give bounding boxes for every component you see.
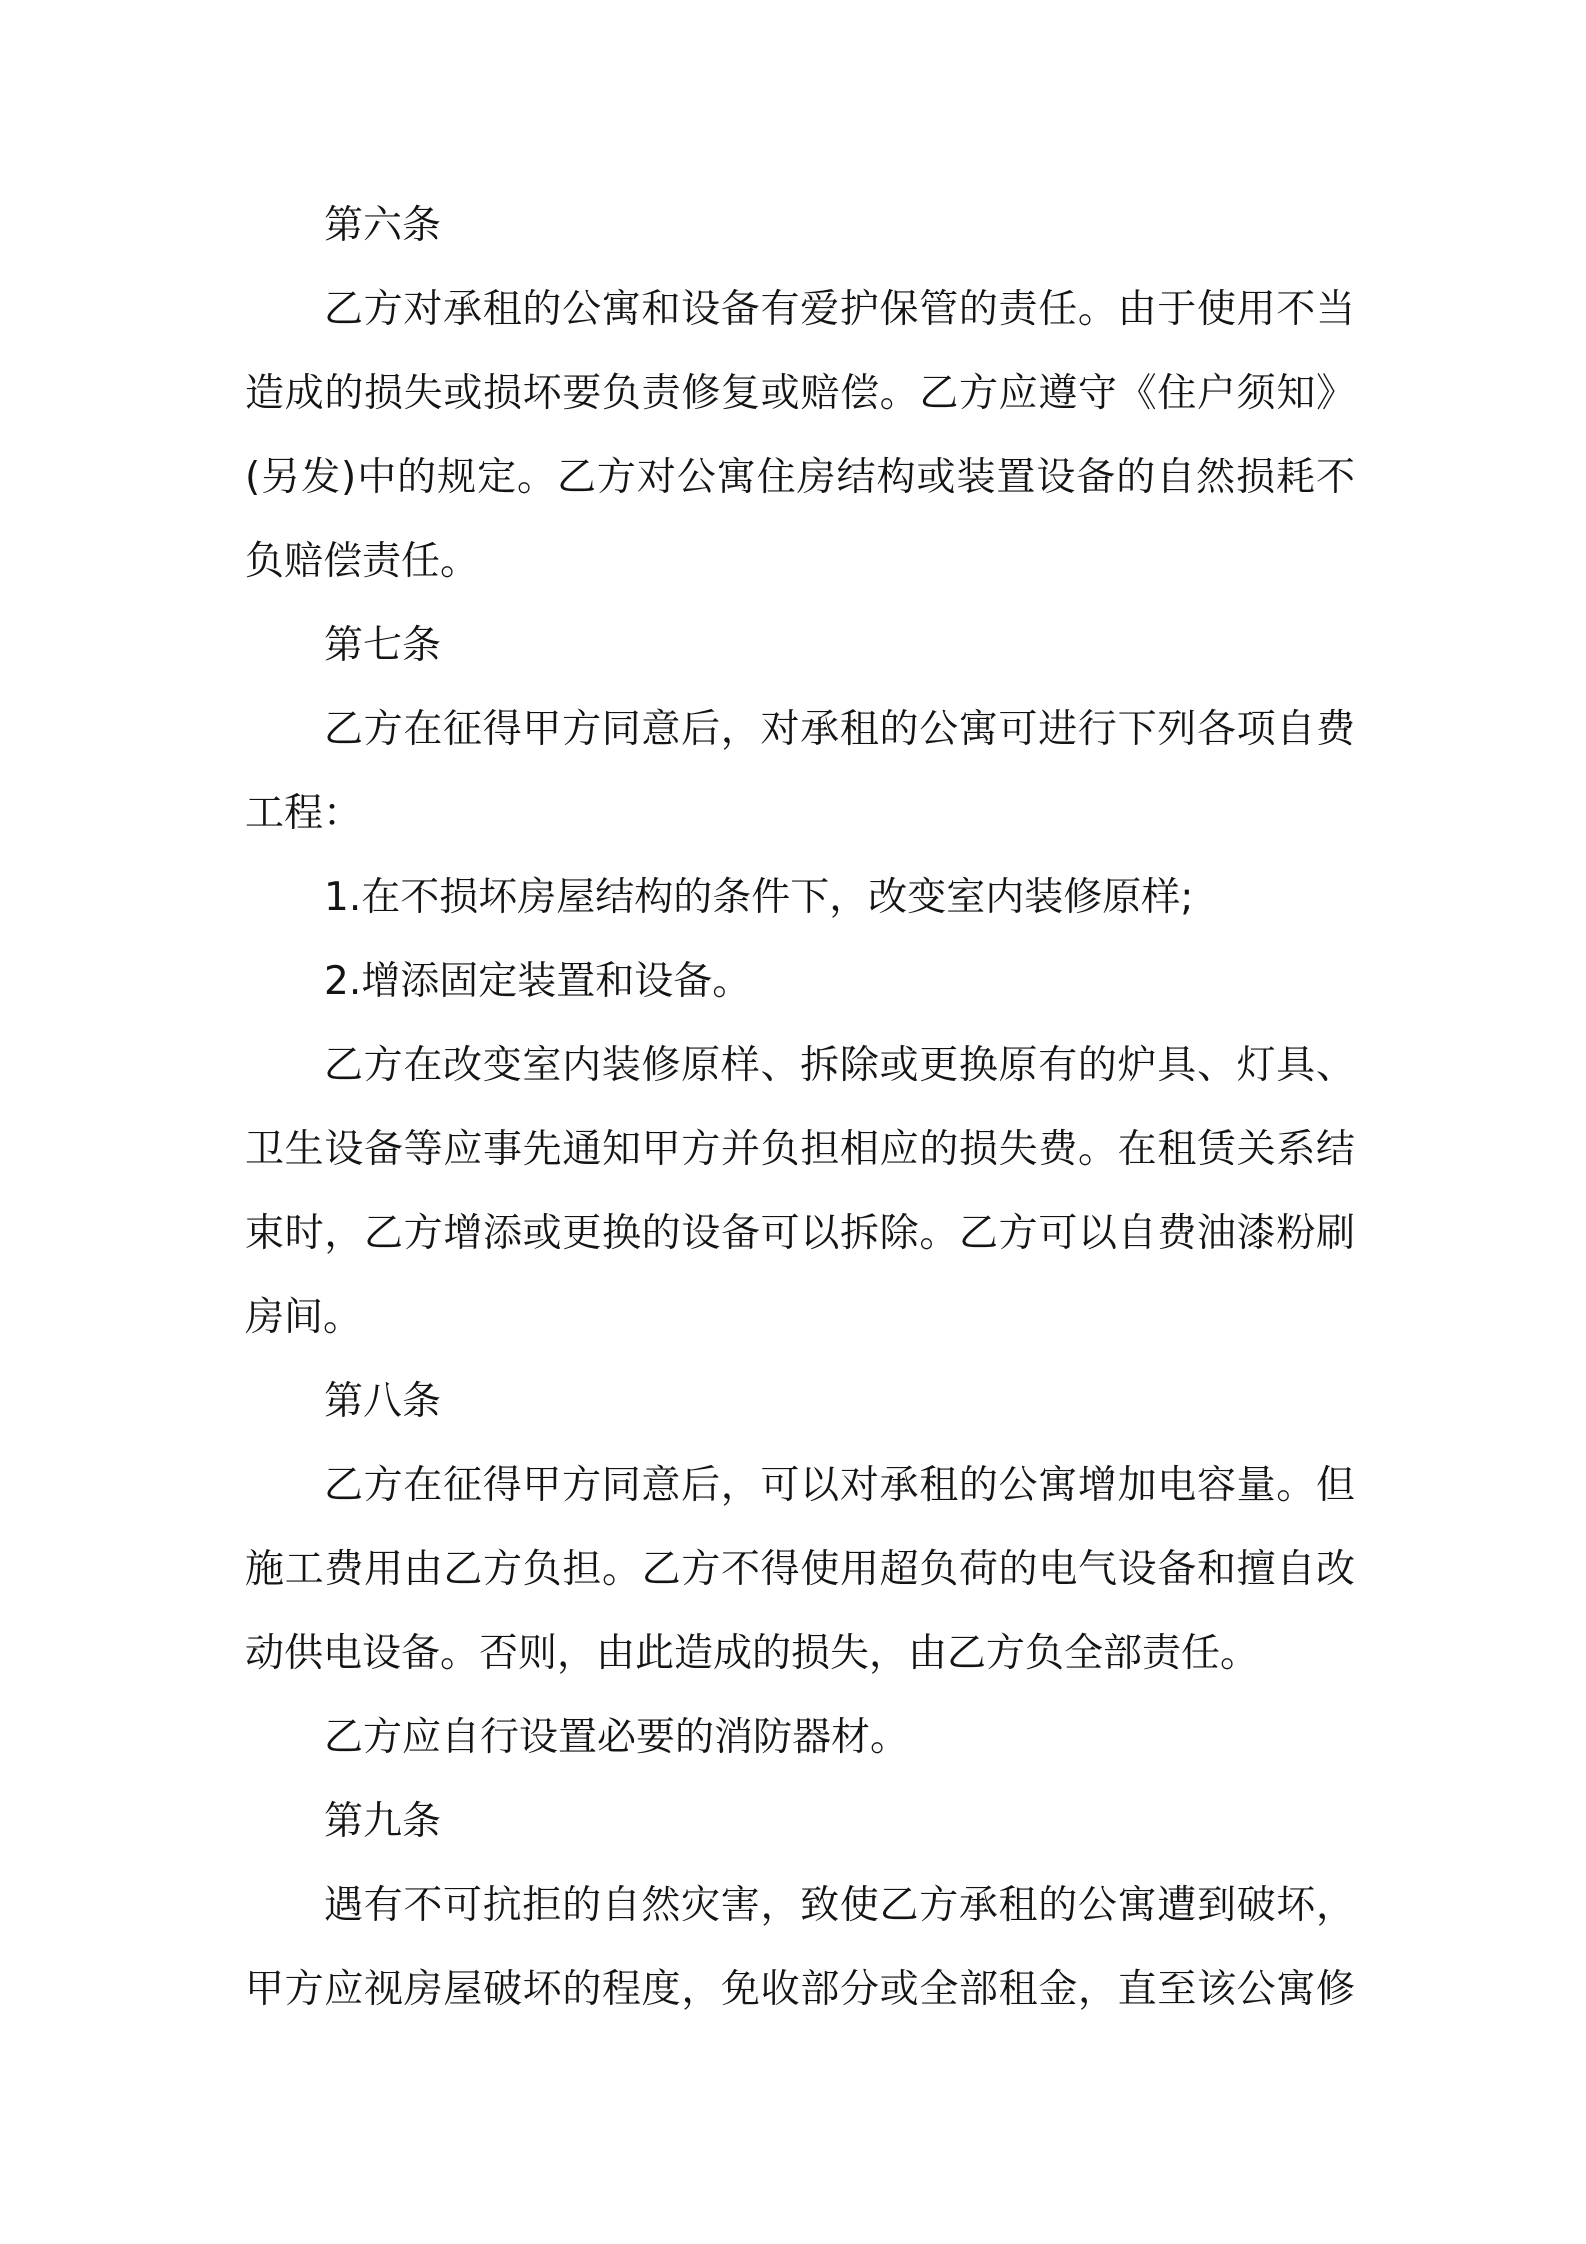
article-heading: 第八条	[324, 1379, 442, 1424]
paragraph-line: 乙方在改变室内装修原样、拆除或更换原有的炉具、灯具、	[324, 1043, 1355, 1088]
paragraph-line: 乙方在征得甲方同意后，对承租的公寓可进行下列各项自费	[324, 707, 1355, 752]
paragraph	[245, 688, 1355, 856]
paragraph-line: 工程：	[245, 791, 363, 836]
article-6	[245, 184, 1355, 604]
paragraph-line: 负赔偿责任。	[245, 539, 480, 584]
paragraph-line: 动供电设备。否则，由此造成的损失，由乙方负全部责任。	[245, 1631, 1260, 1676]
paragraph-line: 束时，乙方增添或更换的设备可以拆除。乙方可以自费油漆粉刷	[245, 1211, 1355, 1256]
paragraph-line: 卫生设备等应事先通知甲方并负担相应的损失费。在租赁关系结	[245, 1127, 1355, 1172]
article-heading: 第七条	[324, 623, 442, 668]
paragraph-line: 1.在不损坏房屋结构的条件下，改变室内装修原样;	[324, 875, 1194, 920]
paragraph-line: 2.增添固定装置和设备。	[324, 959, 752, 1004]
paragraph-line: 甲方应视房屋破坏的程度，免收部分或全部租金，直至该公寓修	[245, 1967, 1355, 2012]
paragraph-line: 乙方对承租的公寓和设备有爱护保管的责任。由于使用不当	[324, 287, 1355, 332]
paragraph-line: 造成的损失或损坏要负责修复或赔偿。乙方应遵守《住户须知》	[245, 371, 1355, 416]
document-body	[245, 184, 1355, 2032]
list-item	[245, 856, 1355, 940]
paragraph-line: 乙方在征得甲方同意后，可以对承租的公寓增加电容量。但	[324, 1463, 1355, 1508]
paragraph	[245, 1024, 1355, 1360]
article-heading: 第九条	[324, 1799, 442, 1844]
paragraph-line: (另发)中的规定。乙方对公寓住房结构或装置设备的自然损耗不	[245, 455, 1355, 500]
article-8	[245, 1360, 1355, 1780]
paragraph-line: 乙方应自行设置必要的消防器材。	[324, 1715, 910, 1760]
paragraph	[245, 1864, 1355, 2032]
paragraph	[245, 1696, 1355, 1780]
article-9	[245, 1780, 1355, 2032]
list-item	[245, 940, 1355, 1024]
paragraph-line: 遇有不可抗拒的自然灾害，致使乙方承租的公寓遭到破坏，	[324, 1883, 1355, 1928]
paragraph	[245, 1444, 1355, 1696]
paragraph	[245, 268, 1355, 604]
article-7	[245, 604, 1355, 1360]
paragraph-line: 施工费用由乙方负担。乙方不得使用超负荷的电气设备和擅自改	[245, 1547, 1355, 1592]
article-heading: 第六条	[324, 203, 442, 248]
paragraph-line: 房间。	[245, 1295, 363, 1340]
